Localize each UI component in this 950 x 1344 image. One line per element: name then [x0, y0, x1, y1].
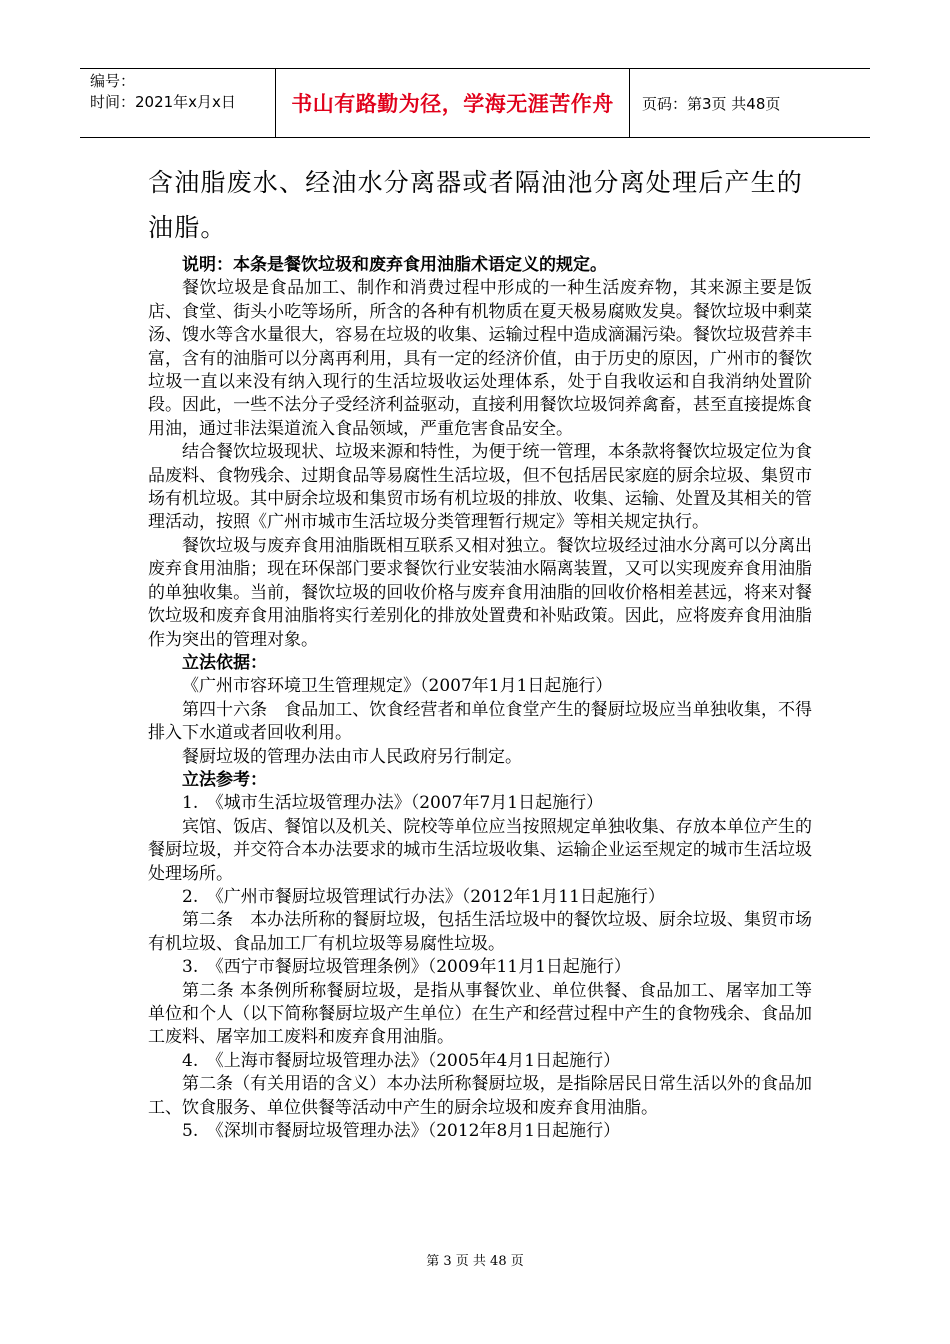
body-paragraph: 宾馆、饭店、餐馆以及机关、院校等单位应当按照规定单独收集、存放本单位产生的餐厨垃圾，并交符合本办法要求的城市生活垃圾收集、运输企业运至规定的城市生活垃圾处理场所。	[148, 816, 812, 884]
header-meta	[80, 69, 276, 137]
document-body	[148, 160, 812, 1143]
document-time-label: 时间：2021年x月x日	[90, 93, 236, 111]
section-heading: 说明：本条是餐饮垃圾和废弃食用油脂术语定义的规定。	[182, 255, 607, 275]
body-paragraph: 《广州市容环境卫生管理规定》（2007年1月1日起施行）	[182, 676, 613, 697]
body-paragraph: 2. 《广州市餐厨垃圾管理试行办法》（2012年1月11日起施行）	[182, 886, 665, 907]
page-footer: 第 3 页 共 48 页	[426, 1254, 524, 1269]
body-paragraph: 5. 《深圳市餐厨垃圾管理办法》（2012年8月1日起施行）	[182, 1121, 621, 1142]
section-heading: 立法参考：	[182, 769, 267, 790]
body-paragraph: 餐饮垃圾与废弃食用油脂既相互联系又相对独立。餐饮垃圾经过油水分离可以分离出废弃食用油脂；现在环保部门要求餐饮行业安装油水隔离装置，又可以实现废弃食用油脂的单独收集。当前，餐饮垃圾的回收价格与废弃食用油脂的回收价格相差甚远，将来对餐饮垃圾和废弃食用油脂将实行差别化的排放处置费和补贴政策。因此，应将废弃食用油脂作为突出的管理对象。	[148, 535, 812, 650]
body-paragraph: 第二条 本办法所称的餐厨垃圾，包括生活垃圾中的餐饮垃圾、厨余垃圾、集贸市场有机垃圾、食品加工厂有机垃圾等易腐性垃圾。	[148, 910, 812, 954]
body-paragraph: 餐饮垃圾是食品加工、制作和消费过程中形成的一种生活废弃物，其来源主要是饭店、食堂、街头小吃等场所，所含的各种有机物质在夏天极易腐败发臭。餐饮垃圾中剩菜汤、馊水等含水量很大，容易在垃圾的收集、运输过程中造成滴漏污染。餐饮垃圾营养丰富，含有的油脂可以分离再利用，具有一定的经济价值，由于历史的原因，广州市的餐饮垃圾一直以来没有纳入现行的生活垃圾收运处理体系，处于自我收运和自我消纳处置阶段。因此，一些不法分子受经济利益驱动，直接利用餐饮垃圾饲养禽畜，甚至直接提炼食用油，通过非法渠道流入食品领域，严重危害食品安全。	[148, 278, 812, 439]
body-paragraph: 3. 《西宁市餐厨垃圾管理条例》（2009年11月1日起施行）	[182, 957, 631, 978]
lead-paragraph: 含油脂废水、经油水分离器或者隔油池分离处理后产生的油脂。	[148, 168, 804, 242]
section-heading: 立法依据：	[182, 652, 267, 673]
body-paragraph: 4. 《上海市餐厨垃圾管理办法》（2005年4月1日起施行）	[182, 1050, 621, 1071]
page-header	[80, 68, 870, 138]
body-paragraph: 第二条 本条例所称餐厨垃圾，是指从事餐饮业、单位供餐、食品加工、屠宰加工等单位和个人（以下简称餐厨垃圾产生单位）在生产和经营过程中产生的食物残余、食品加工废料、屠宰加工废料和废弃食用油脂。	[148, 980, 812, 1048]
body-paragraph: 第二条（有关用语的含义）本办法所称餐厨垃圾，是指除居民日常生活以外的食品加工、饮食服务、单位供餐等活动中产生的厨余垃圾和废弃食用油脂。	[148, 1074, 812, 1118]
header-motto: 书山有路勤为径，学海无涯苦作舟	[276, 69, 630, 137]
header-page-info: 页码：第3页 共48页	[642, 94, 781, 113]
body-paragraph: 1. 《城市生活垃圾管理办法》（2007年7月1日起施行）	[182, 793, 604, 814]
body-paragraph: 第四十六条 食品加工、饮食经营者和单位食堂产生的餐厨垃圾应当单独收集，不得排入下水道或者回收利用。	[148, 699, 812, 744]
paragraph-list	[148, 254, 812, 1143]
body-paragraph: 餐厨垃圾的管理办法由市人民政府另行制定。	[182, 746, 522, 767]
body-paragraph: 结合餐饮垃圾现状、垃圾来源和特性，为便于统一管理，本条款将餐饮垃圾定位为食品废料、食物残余、过期食品等易腐性生活垃圾，但不包括居民家庭的厨余垃圾、集贸市场有机垃圾。其中厨余垃圾和集贸市场有机垃圾的排放、收集、运输、处置及其相关的管理活动，按照《广州市城市生活垃圾分类管理暂行规定》等相关规定执行。	[148, 442, 812, 533]
document-number-label: 编号：	[90, 72, 136, 90]
